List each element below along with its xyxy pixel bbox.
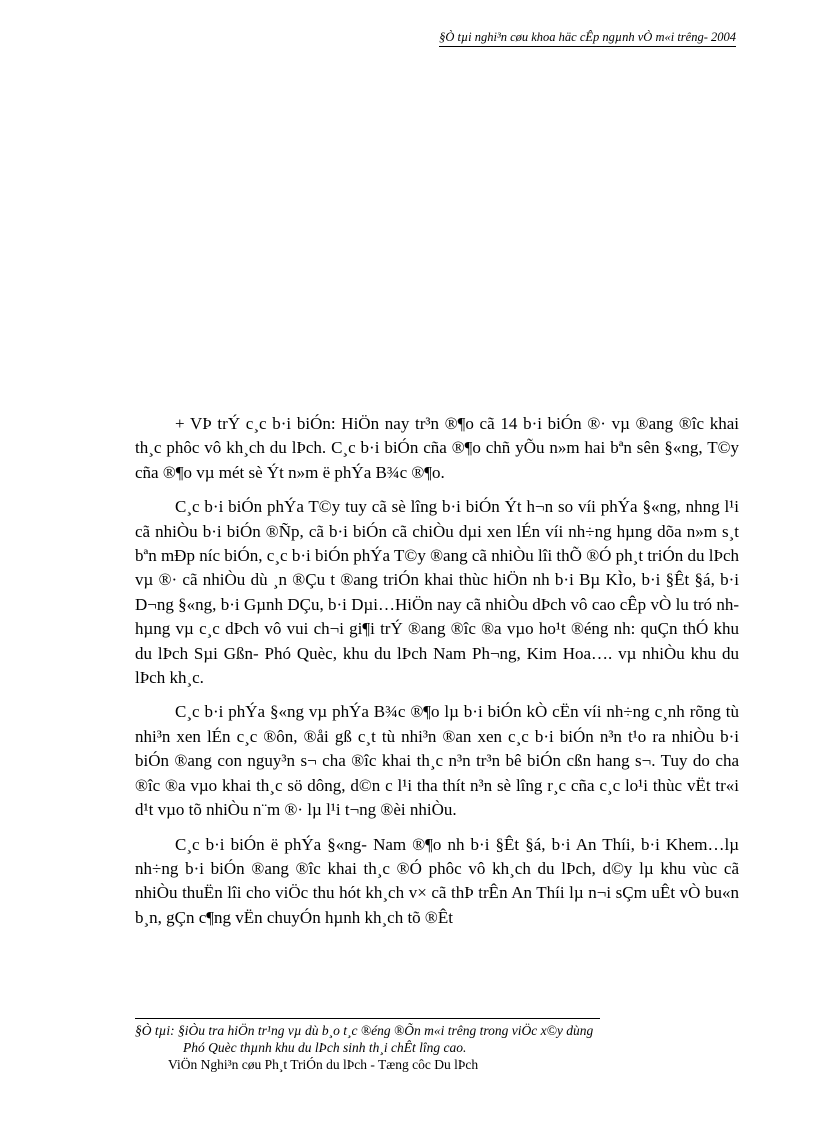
body-text	[135, 412, 739, 940]
footer-divider	[135, 1018, 600, 1019]
footer-topic-continuation: Phó Quèc thµnh khu du lÞch sinh th¸i chÊt lîng cao.	[183, 1040, 467, 1055]
paragraph-1: + VÞ trÝ c¸c b·i biÓn: HiÖn nay tr³n ®¶o cã 14 b·i biÓn ®· vµ ®ang ®îc khai th¸c phôc vô kh¸ch du lÞch. C¸c b·i biÓn cña ®¶o chñ yÕu n»m hai bªn sên §«ng, T©y cña ®¶o vµ mét sè Ýt n»m ë phÝa B¾c ®¶o.	[135, 414, 739, 482]
page-header	[439, 30, 736, 47]
paragraph-3: C¸c b·i phÝa §«ng vµ phÝa B¾c ®¶o lµ b·i biÓn kÒ cËn víi nh÷ng c¸nh rõng tù nhi³n xen lÉn c¸c ®ôn, ®åi gß c¸t tù nhi³n ®an xen c¸c b·i biÓn n³n t¹o ra nhiÒu b·i biÓn ®ang con nguy³n s¬ cha ®îc khai th¸c n³n tr³n bê biÓn cßn hang s¬. Tuy do cha ®îc ®a vµo khai th¸c sö dông, d©n c l¹i tha thít n³n sè lîng r¸c cña c¸c lo¹i thùc vËt tr«i d¹t vµo tõ nhiÒu n¨m ®· lµ l¹i t¬ng ®èi nhiÒu.	[135, 702, 739, 820]
page-footer	[135, 1018, 739, 1073]
header-title: §Ò tµi nghi³n cøu khoa häc cÊp ngµnh vÒ m«i trêng- 2004	[439, 30, 736, 44]
paragraph-4: C¸c b·i biÓn ë phÝa §«ng- Nam ®¶o nh b·i §Êt §á, b·i An Thíi, b·i Khem…lµ nh÷ng b·i biÓn ®ang ®îc khai th¸c ®Ó phôc vô kh¸ch du lÞch, d©y lµ khu vùc cã nhiÒu thuËn lîi cho viÖc thu hót kh¸ch v× cã thÞ trÊn An Thíi lµ n¬i sÇm uÊt vÒ bu«n b¸n, gÇn c¶ng vËn chuyÓn hµnh kh¸ch tõ ®Êt	[135, 834, 739, 927]
footer-institute: ViÖn Nghi³n cøu Ph¸t TriÓn du lÞch - Tæng côc Du lÞch	[168, 1057, 479, 1072]
paragraph-2: C¸c b·i biÓn phÝa T©y tuy cã sè lîng b·i biÓn Ýt h¬n so víi phÝa §«ng, nhng l¹i cã nhiÒu b·i biÓn ®Ñp, cã b·i biÓn cã chiÒu dµi xen lÉn víi nh÷ng hµng dõa n»m s¸t bªn mÐp níc biÓn, c¸c b·i biÓn phÝa T©y ®ang cã nhiÒu lîi thÕ ®Ó ph¸t triÓn du lÞch vµ ®· cã nhiÒu dù ¸n ®Çu t ®ang triÓn khai thùc hiÖn nh b·i Bµ KÌo, b·i §Êt §á, b·i D¬ng §«ng, b·i Gµnh DÇu, b·i Dµi…HiÖn nay cã nhiÒu dÞch vô cao cÊp vÒ lu tró nh hµng vµ c¸c dÞch vô vui ch¬i gi¶i trÝ ®ang ®îc ®a vµo ho¹t ®éng nh: quÇn thÓ khu du lÞch Sµi Gßn- Phó Quèc, khu du lÞch Nam Ph¬ng, Kim Hoa…. vµ nhiÒu khu du lÞch kh¸c.	[135, 497, 739, 688]
footer-topic-line: §Ò tµi: §iÒu tra hiÖn tr¹ng vµ dù b¸o t¸c ®éng ®Õn m«i trêng trong viÖc x©y dùng	[135, 1023, 594, 1038]
